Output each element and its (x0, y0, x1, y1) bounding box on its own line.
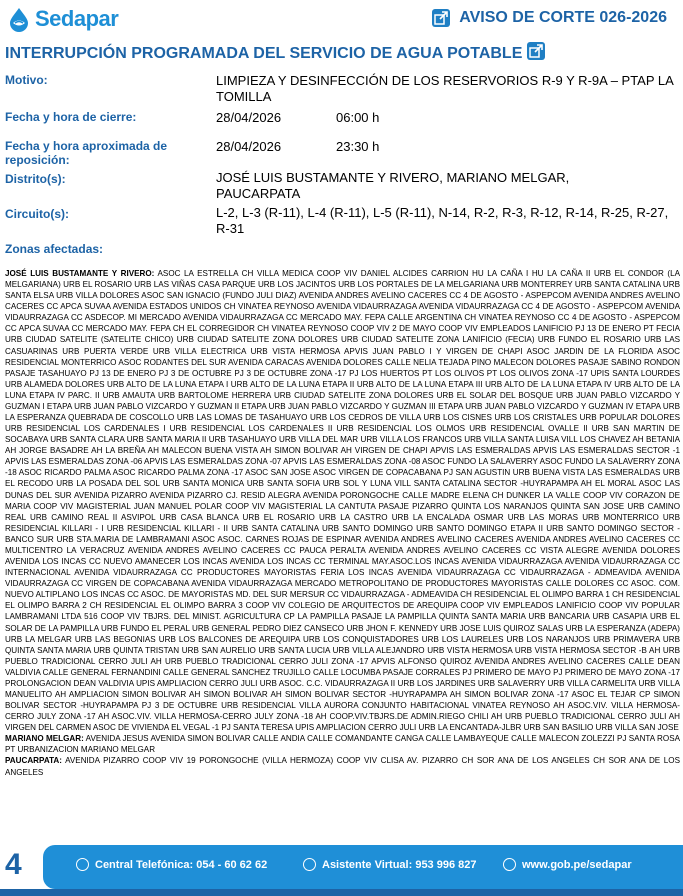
zonas-afectadas-list (5, 268, 680, 778)
aviso-heading (432, 9, 667, 27)
reposicion-fecha: 28/04/2026 (216, 139, 282, 154)
footer-web[interactable] (503, 858, 632, 871)
reposicion-hora: 23:30 h (336, 139, 380, 154)
district-name: JOSÉ LUIS BUSTAMANTE Y RIVERO: (5, 269, 155, 278)
page-number: 4 (5, 848, 22, 881)
brand-name: Sedapar (35, 6, 119, 31)
header (0, 0, 683, 40)
assistant-text: Asistente Virtual: 953 996 827 (322, 858, 477, 871)
circuitos-value: L-2, L-3 (R-11), L-4 (R-11), L-5 (R-11), N-14, R-2, R-3, R-12, R-14, R-25, R-27, R-31 (216, 205, 669, 236)
district-name: PAUCARPATA: (5, 756, 62, 766)
motivo-value: LIMPIEZA Y DESINFECCIÓN DE LOS RESERVORIOS R-9 Y R-9A – PTAP LA TOMILLA (216, 73, 674, 104)
footer-assistant[interactable] (303, 858, 477, 871)
footer-phone[interactable] (76, 858, 267, 871)
zona-jlbyr (5, 268, 680, 733)
cierre-hora: 06:00 h (336, 110, 380, 125)
page-title (5, 45, 675, 63)
phone-icon (76, 858, 89, 871)
zona-paucarpata (5, 755, 680, 777)
zona-text: AVENIDA JESUS AVENIDA SIMON BOLIVAR CALLE ANDIA CALLE COMANDANTE CANGA CALLE LAMBAYEQUE CALLE MALECON ZOLEZZI PJ SANTA ROSA PT URBANIZACION MARIANO MELGAR (5, 734, 680, 755)
zona-text: AVENIDA PIZARRO COOP VIV 19 PORONGOCHE (VILLA HERMOZA) COOP VIV CLISA AV. PIZARRO CH SOR ANA DE LOS ANGELES CH SOR ANA DE LOS ANGELES (5, 756, 680, 777)
zona-text: ASOC LA ESTRELLA CH VILLA MEDICA COOP VIV DANIEL ALCIDES CARRION HU LA CAÑA I HU LA CAÑA II URB EL CONDOR (LA MELGARIANA) URB EL ROSARIO URB LAS VIÑAS CASA PARQUE URB LOS JACINTOS URB LOS PORTALES DE LA MELGARIANA URB MONTERREY URB SANTA CATALINA URB SANTA ELSA URB VILLA DOLORES ASOC SAN IGNACIO (FUNDO JULI DIAZ) AVENIDA ANDRES AVELINO CACERES CC 4 DE AGOSTO - ASPEPCOM AVENIDA ANDRES AVELINO CACERES CC APCA SUVAA AVENIDA ESTADOS UNIDOS CH VINATEA REYNOSO AVENIDA VIDAURRAZAGA AVENIDA VIDAURRAZAGA CC 4 DE AGOSTO - ASPEPCOM AVENIDA VIDAURRAZAGA CC ASDECOP. MI MERCADO AVENIDA VIDAURRAZAGA CC MERCADO MAY. FEPA CALLE ARGENTINA CH VINATEA REYNOSO CC 4 DE AGOSTO - ASPEPCOM CC APCA SUVAA CC MERCADO MAY. FEPA CH EL CORREGIDOR CH VINATEA REYNOSO COOP VIV 2 DE MAYO COOP VIV EMPLEADOS LANIFICIO PJ 13 DE ENERO PT FECIA URB CIUDAD SATELITE (SATELITE CHICO) URB CIUDAD SATELITE ZONA DOLORES URB CIUDAD SATELITE ZONA LANIFICIO (FECIA) URB FUNDO EL ROSARIO URB LAS CASUARINAS URB PUERTA VERDE URB VILLA ELECTRICA URB VISTA HERMOSA APVIS JUAN PABLO I Y VIRGEN DE CHAPI ASOC JARDIN DE LA FLORIDA ASOC RESIDENCIAL MONTERRICO ASOC RODANTES DEL SUR AVENIDA CARACAS AVENIDA DOLORES CALLE NELIA TEJADA PINO MALECON DOLORES PASAJE SABINO RONDON PASAJE TASAHUAYO PJ 13 DE ENERO PJ 3 DE OCTUBRE PJ 3 DE OCTUBRE ZONA -17 PJ LOS HUERTOS PT LOS OLIVOS PT LOS OLIVOS ZONA -17 UPIS SANTA LOURDES URB ALAMEDA DOLORES URB ALTO DE LA LUNA ETAPA I URB ALTO DE LA LUNA ETAPA II URB ALTO DE LA LUNA ETAPA III URB ALTO DE LA LUNA ETAPA IV URB ALTO DE LA LUNA ETAPA IV PARC. II URB AMAUTA URB BARTOLOME HERRERA URB CIUDAD SATELITE ZONA DOLORES URB EL SOLAR DEL BOSQUE URB JUAN PABLO VIZCARDO Y GUZMAN I ETAPA URB JUAN PABLO VIZCARDO Y GUZMAN II ETAPA URB JUAN PABLO VIZCARDO Y GUZMAN III ETAPA URB JUAN PABLO VIZCARDO Y GUZMAN IV ETAPA URB LA ESPERANZA QUEBRADA DE COSCOLLO URB LAS LOMAS DE TASAHUAYO URB LOS CEDROS DE VILLA URB LOS CISNES URB LOS CRISTALES URB POPULAR DOLORES URB RESIDENCIAL LOS CARDENALES I URB RESIDENCIAL LOS CARDENALES II URB RESIDENCIAL LOS OLMOS URB RESIDENCIAL OVALLE II URB SAN MARTIN DE SOCABAYA URB SANTA CLARA URB SANTA MARIA II URB TASAHUAYO URB VILLA DEL MAR URB VILLA LOS FRANCOS URB VILLA SANTA LUISA VILL LOS CHAVEZ AH BETANIA AH JORGE BASADRE AH LA BREÑA AH MALECON BUENA VISTA AH SIMON BOLIVAR AH VIRGEN DE CHAPI APVIS LAS ESMERALDAS APVIS LAS ESMERALDAS SECTOR -1 APVIS LAS ESMERALDAS ZONA -06 APVIS LAS ESMERALDAS ZONA -07 APVIS LAS ESMERALDAS ZONA -08 ASOC FUNDO LA SALAVERRY ASOC FUNDO LA SALAVERRY ZONA -18 ASOC RICARDO PALMA ASOC RICARDO PALMA ZONA -17 ASOC SAN JOSE ASOC VIRGEN DE COPACABANA PJ SAN AGUSTIN URB BUENA VISTA LAS ESMERALDAS URB EL RECODO URB LA POSADA DEL SOL URB SANTA MONICA URB SANTA SOFIA URB SOL Y LUNA VILL SANTA CATALINA SECTOR -HUYRAPAMPA AH EL MORAL ASOC LAS DUNAS DEL SUR AVENIDA PIZARRO AVENIDA PIZARRO CJ. RESID ALEGRA AVENIDA PORONGOCHE CALLE MADRE ELENA CH DUNKER LA VALLE COOP VIV CORAZON DE MARIA COOP VIV MAGISTERIAL JUAN MANUEL POLAR COOP VIV MAGISTERIAL LA CANTUTA PASAJE PIZARRO QUINTA LOS NARANJOS QUINTA SAN JOSE URB CAMINO REAL URB CAMINO REAL II ASVIPOL URB CASA BLANCA URB EL ROSARIO URB LA CASTRO URB LA ENCALADA OSMAR URB LAS MORAS URB MONTERRICO URB RESIDENCIAL KILLARI - I URB RESIDENCIAL KILLARI - II URB SANTA CATALINA URB SANTO DOMINGO URB SANTO DOMINGO ETAPA II URB SANTO DOMINGO SECTOR -BANCO SUR URB STA.MARIA DE LAMBRAMANI ASOC ASOC. CARNES ROJAS DE ESPINAR AVENIDA ANDRES AVELINO CACERES AVENIDA ANDRES AVELINO CACERES CC MULTICENTRO LA VERACRUZ AVENIDA ANDRES AVELINO CACERES CC PAUCA PERALTA AVENIDA ANDRES AVELINO CACERES CC VISTA ALEGRE AVENIDA DOLORES AVENIDA LOS INCAS CC NUEVO AMANECER LOS INCAS AVENIDA LOS INCAS CC TERMINAL MAY.ASOC.LOS INCAS AVENIDA VIDAURRAZAGA AVENIDA VIDAURRAZAGA CC INTERNACIONAL AVENIDA VIDAURRAZAGA CC PRODUCTORES MAYORISTAS FERIA LOS INCAS AVENIDA VIDAURRAZAGA CC VIDAURRAZAGA - ADMEAVIDA AVENIDA VIDAURRAZAGA CC VIRGEN DE COPACABANA AVENIDA VIDAURRAZAGA MERCADO METROPOLITANO DE PRODUCTORES MAYORISTAS CALLE DOLORES CC ASOC. COM. NUEVO ALTIPLANO LOS INCAS CC ASOC. DE MAYORISTAS MD. DEL SUR MERSUR CC VIDAURRAZAGA - ADMEAVIDA CH RESIDENCIAL EL OLIMPO BARRA 1 CH RESIDENCIAL EL OLIMPO BARRA 2 CH RESIDENCIAL EL OLIMPO BARRA 3 COOP VIV COLEGIO DE ARQUITECTOS DE AREQUIPA COOP VIV EMPLEADOS LANIFICIO COOP VIV POPULAR LAMBRAMANI LTDA 516 COOP VIV TBJRS. DEL MINIST. AGRICULTURA CP LA PAMPILLA PASAJE LA PAMPILLA QUINTA SANTA MARIA URB BANCARIA URB CASAPIA URB EL SOLAR DE LA PAMPILLA URB FUNDO EL PERAL URB GENERAL PEDRO DIEZ CANSECO URB JHON F. KENNEDY URB JOSE LUIS QUIROZ SALAS URB LA ESPERANZA (ADEPA) URB LA MELGAR URB LAS BEGONIAS URB LOS BALCONES DE AREQUIPA URB LOS CONQUISTADORES URB LOS LAURELES URB LOS NARANJOS URB PRIMAVERA URB QUINTA SANTA MARIA URB QUINTA TRISTAN URB SAN AURELIO URB SANTA LUCIA URB VILLA ALEJANDRO URB VISTA HERMOSA URB VISTA HERMOSA SECTOR -B AH URB PUEBLO TRADICIONAL CERRO JULI AH URB PUEBLO TRADICIONAL CERRO JULI ZONA -17 APVIS ALFONSO QUIROZ AVENIDA ANDRES AVELINO CACERES CALLE DEAN VALDIVIA CALLE GENERAL FERNANDINI CALLE GENERAL SANCHEZ TRUJILLO CALLE LOCUMBA PASAJE CORRALES PJ PRIMERO DE MAYO PJ PRIMERO DE MAYO ZONA -17 PROLONGACION DEAN VALDIVIA UPIS AMPLIACION CERRO JULI URB ASOC. C.C. VIDAURRAZAGA II URB LOS JARDINES URB SALAVERRY URB VILLA CARMELITA URB VILLA MANUELITO AH AMPLIACION SIMON BOLIVAR AH SIMON BOLIVAR AH SIMON BOLIVAR SECTOR -HUYRAPAMPA AH SIMON BOLIVAR ZONA -17 ASOC EL TEJAR CP SIMON BOLIVAR SECTOR -HUYRAPAMPA PJ 3 DE OCTUBRE URB RESIDENCIAL VILLA AURORA CONJUNTO HABITACIONAL VINATEA REYNOSO AH ASOC.VIV. VILLA HERMOSA-CERRO JULY ZONA -17 AH ASOC.VIV. VILLA HERMOSA-CERRO JULY ZONA -18 AH COOP.VIV.TBJRS.DE ADMIN.RIEGO CHILI AH URB PUEBLO TRADICIONAL CERRO JULI AH VIRGEN DEL CARMEN ASOC DE VIVIENDA EL VEGAL -1 PJ SANTA TERESA UPIS AMPLIACION CERRO JULI URB LA ENCANTADA-JLBR URB SAN BASILIO URB VILLA SAN JOSE (5, 269, 681, 733)
circuitos-label: Circuito(s): (5, 207, 69, 221)
zona-mariano-melgar (5, 733, 680, 755)
reposicion-label: Fecha y hora aproximada de reposición: (5, 139, 168, 167)
footer-strip (0, 889, 683, 896)
page-title-text: INTERRUPCIÓN PROGRAMADA DEL SERVICIO DE AGUA POTABLE (5, 45, 523, 63)
globe-icon (503, 858, 516, 871)
whatsapp-icon (303, 858, 316, 871)
aviso-number: AVISO DE CORTE 026-2026 (459, 9, 667, 26)
cierre-label: Fecha y hora de cierre: (5, 110, 137, 124)
web-text: www.gob.pe/sedapar (522, 858, 632, 871)
zonas-label: Zonas afectadas: (5, 242, 104, 256)
phone-text: Central Telefónica: 054 - 60 62 62 (95, 858, 268, 871)
external-link-icon[interactable] (432, 9, 450, 27)
external-link-icon[interactable] (527, 42, 545, 60)
cierre-fecha: 28/04/2026 (216, 110, 282, 125)
district-name: MARIANO MELGAR: (5, 734, 84, 744)
sedapar-logo (6, 6, 118, 32)
water-drop-icon (6, 6, 32, 32)
distritos-value: JOSÉ LUIS BUSTAMANTE Y RIVERO, MARIANO MELGAR, PAUCARPATA (216, 170, 570, 201)
distritos-label: Distrito(s): (5, 172, 66, 186)
motivo-label: Motivo: (5, 73, 48, 87)
